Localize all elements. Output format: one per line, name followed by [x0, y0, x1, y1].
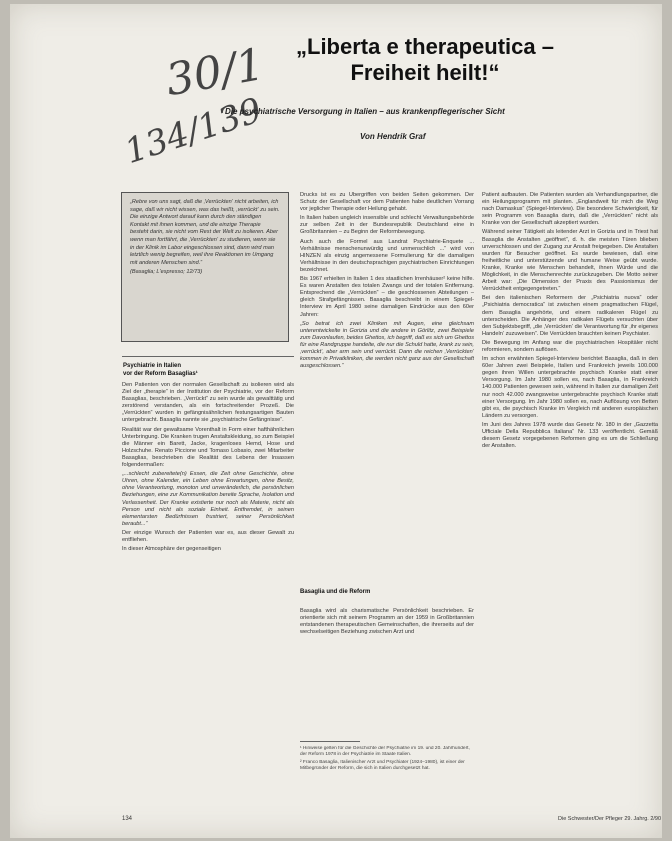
quote-text: „Rebre von uns sagt, daß die ‚Verrückten‘ nicht arbeiten, ich sage, daß wir nicht wissen, was das heißt, ‚verrückt‘ zu sein. Die einzige Antwort darauf kann durch den ständigen Kontakt mit ihnen kommen, und die einzige Therapie besteht darin, sie nicht vom Rest der Welt zu isolieren. Aber wenn man fortfährt, die ‚Verrückten‘ zu studieren, wenn sie in der Klinik im Labor eingeschlossen sind, dann wird man letztlich wenig begreifen, weil ihre Reaktionen im Umgang mit anderen Menschen sind.“	[130, 199, 280, 266]
paragraph: Patient aufbauten. Die Patienten wurden als Verhandlungspartner, die ein Heilungsprogramm mit planten. „Englandweit für mich die Weg nach Damaskus“ (Spiegel-Interview). Die besondere Schwierigkeit, für sein Programm von Basaglia darin, daß die „Verrückten“ nicht als Kranke von der Gesellschaft akzeptiert wurden.	[482, 192, 658, 227]
paragraph: Bei den italienischen Reformern der „Psichiatria nuova“ oder „Psichiatria democratica“ ist zwischen einem pragmatischen Flügel, dem Basaglia angehörte, und einem radikaleren Flügel zu unterscheiden. Die Anhänger des radikalen Flügels versuchten über den Subjektsbegriff, „die ‚Verrückten‘ die Verantwortung für ‚ihr eigenes Handeln‘ zuzuweisen“. Die Verrückten brauchten keinen Psychiater.	[482, 295, 658, 337]
page-number: 134	[122, 816, 133, 822]
footnote-rule	[300, 741, 360, 742]
paragraph: Während seiner Tätigkeit als leitender Arzt in Gorizia und in Triest hat Basaglia die Anstalten „geöffnet“, d. h. die meisten Türen blieben unverschlossen und der Zugang zur Anstalt freigegeben. Die Anstalten wurden für Besucher geöffnet. Es wurde bewiesen, daß eine freiheitliche und unterstützende und humane Weise geübt wurde. Kranke, Kranke wie Menschen behandelt, ihnen Würde und die Möglichkeit, in die Menschenrechte zurückzugeben. Die Motto seiner Arbeit war: „Die Dimension der Praxis des Passionismus der Verrücktheit entgegengetreten.“	[482, 229, 658, 293]
paragraph: „...schlecht zubereitete(n) Essen, die Zeit ohne Geschichte, ohne Uhren, ohne Kalender, ein Leben ohne Erwartungen, ohne Besitz, ohne Verantwortung, monoton und unveränderlich, die persönlichen Beziehungen, eine zur Kommunikation bereite Sprache, Isolation und Verlassenheit. Der Kranke existierte nur noch als Materie, nicht als Person und nicht als soziale Einheit. Entfremdet, in seinen elementarsten Bedürfnissen frustriert, seiner Persönlichkeit beraubt...“	[122, 471, 294, 527]
magazine-page	[10, 4, 662, 838]
paragraph: Realität war der gewaltsame Vorenthalt in Form einer hafthähnlichen Unterbringung. Die Kranken trugen Anstaltskleidung, so zum Beispiel die Männer ein Barett, Jacke, kragenloses Hemd, Hose und Holzschuhe. Renato Piccione und Tomaso Lobasio, zwei Mitarbeiter Basaglias, beschrieben die Realität des Lebens der Insassen folgendermaßen:	[122, 426, 294, 469]
footnote: ¹ Hinweise gelten für die Geschichte der Psychiatrie im 19. und 20. Jahrhundert, der Reform 1978 in der Psychiatrie im Staate Italien.	[300, 746, 470, 757]
paragraph: In Italien haben ungleich insensible und schlecht Verwaltungsbehörde zur selben Zeit in der Bundesrepublik Deutschland eine in Großbritannien – zu Beginn der Reformbewegung.	[300, 215, 474, 236]
article-subtitle: Die psychiatrische Versorgung in Italien – aus krankenpflegerischer Sicht	[225, 107, 505, 116]
quote-source: (Basaglia; L'espresso; 12/73)	[130, 269, 203, 276]
paragraph: Die Bewegung im Anfang war die psychiatrischen Hospitäler nicht reformieren, sondern auflösen.	[482, 339, 658, 353]
section-heading-line-1: Psychiatrie in Italien	[123, 363, 182, 369]
paragraph: Bis 1967 erhielten in Italien 1 des staatlichen Irrenhäuser² keine hilfe. Es waren Anstalten des totalen Zwangs und der totalen Entfernung. Entsprechend die „Verrückten“ – die geschlossenen Abteilungen – gleich Strafgefängnissen. Basaglia beschreibt in einem Spiegel-Interview im April 1980 seine damaligen Eindrücke aus den 60er Jahren:	[300, 276, 474, 318]
handwritten-annotation-top: 30/1	[162, 38, 269, 107]
text-column-3	[482, 192, 658, 822]
paragraph: Basaglia wird als charismatische Persönlichkeit beschrieben. Er orientierte sich mit seinem Programm an der 1959 in Großbritannien entstandenen therapeutischen Gemeinschaften, die ihrerseits auf der wechselseitigen Beziehung zwischen Arzt und	[300, 608, 474, 636]
text-column-1	[122, 382, 294, 812]
paragraph: Den Patienten von der normalen Gesellschaft zu isolieren wird als Ziel der „therapie“ in der Institution der Psychiatrie, vor der Reform Basaglias, beschrieben. „Verrückt“ zu sein wurde als gewalttätig und zerstörend verstanden, als ein fortschreitender Prozeß. Die „Verrückten“ wurden in gefängnisähnlichen festungsartigen Bauten untergebracht. Basaglia nannte sie „psychiatrische Gefängnisse“.	[122, 382, 294, 424]
title-line-2: Freiheit heilt!“	[350, 60, 500, 85]
quote-box	[121, 192, 289, 342]
paragraph: Der einzige Wunsch der Patienten war es, aus dieser Gewalt zu entfliehen.	[122, 529, 294, 543]
footnotes	[300, 746, 474, 808]
section-heading-basaglia: Basaglia und die Reform	[300, 589, 371, 595]
section-heading-psychiatrie	[123, 362, 293, 378]
footnote: ² Franco Basaglia, Italienischer Arzt und Psychiater (1924–1980), ist einer der Mitbegründer der Reform, die sich in Italien durchgesetzt hat.	[300, 760, 465, 771]
paragraph: „So betrat ich zwei Kliniken mit Augen, eine gleichsam unterentwickelte in Gorizia und die andere in Görlitz, zwei Beispiele zum Davonlaufen, beides Ghettos, ich begriff, daß es sich um Ghettos für eine Randgruppe handelte, die nur die Schuld hatte, krank zu sein, ‚verrückt‘, aber arm sein und verrückt. Dann die reichen ‚Verrückten‘ kommen in Privatkliniken, die werden nicht ganz aus der Gesellschaft ausgeschlossen.“	[300, 320, 474, 370]
paragraph: In dieser Atmosphäre der gegenseitigen	[122, 546, 221, 553]
article-title	[260, 34, 590, 86]
paragraph: Drucks ist es zu Übergriffen von beiden Seiten gekommen. Der Schutz der Gesellschaft vor dem Patienten habe deutlichen Vorrang vor jeglicher Therapie oder Heilung gehabt.	[300, 192, 474, 213]
section-heading-line-2: vor der Reform Basaglias¹	[123, 371, 198, 377]
running-footer: Die Schwester/Der Pfleger 29. Jahrg. 2/90	[558, 816, 662, 822]
text-column-2-lower	[300, 608, 474, 718]
paragraph: Im schon erwähnten Spiegel-Interview berichtet Basaglia, daß in den 60er Jahren zwei Beispiele, Italien und Frankreich jeweils 100.000 gegen ihren Willen untergebrachte psychisch Kranke statt einer Versorgung. Im Jahr 1980 sollen es, nach Basaglia, in Frankreich 140.000 Patienten gewesen sein, während in Italien zur damaligen Zeit nur noch 42.000 zwangsweise untergebrachte psychisch Kranke statt einer Versorgung. Im Jahr 1980 sollen es, nach Auflösung von Betten gibt es, die psychisch Kranke im Vergleich mit anderen europäischen Ländern zu versorgen.	[482, 356, 658, 419]
article-byline: Von Hendrik Graf	[360, 132, 426, 141]
paragraph: Im Juni des Jahres 1978 wurde das Gesetz Nr. 180 in der „Gazzetta Ufficiale Della Repubblica Italiana“ Nr. 133 veröffentlicht. Gemäß diesem Gesetz vorgegebenen Reformen ging es um die Schließung der Anstalten.	[482, 421, 658, 450]
text-column-2	[300, 192, 474, 580]
paragraph: Auch auch die Formel aus Landrat Psychiatrie-Enquete ... Verhältnisse menschenunwürdig und unmenschlich ...“ wird von HINZEN als einzig angemessene Formulierung für die damaligen Verhältnisse in den deutschsprachigen psychiatrischen Einrichtungen bezeichnet.	[300, 238, 474, 273]
handwritten-annotation-bottom: 134/139	[120, 90, 267, 173]
section-divider	[122, 356, 294, 357]
title-line-1: „Liberta e therapeutica –	[296, 34, 554, 59]
